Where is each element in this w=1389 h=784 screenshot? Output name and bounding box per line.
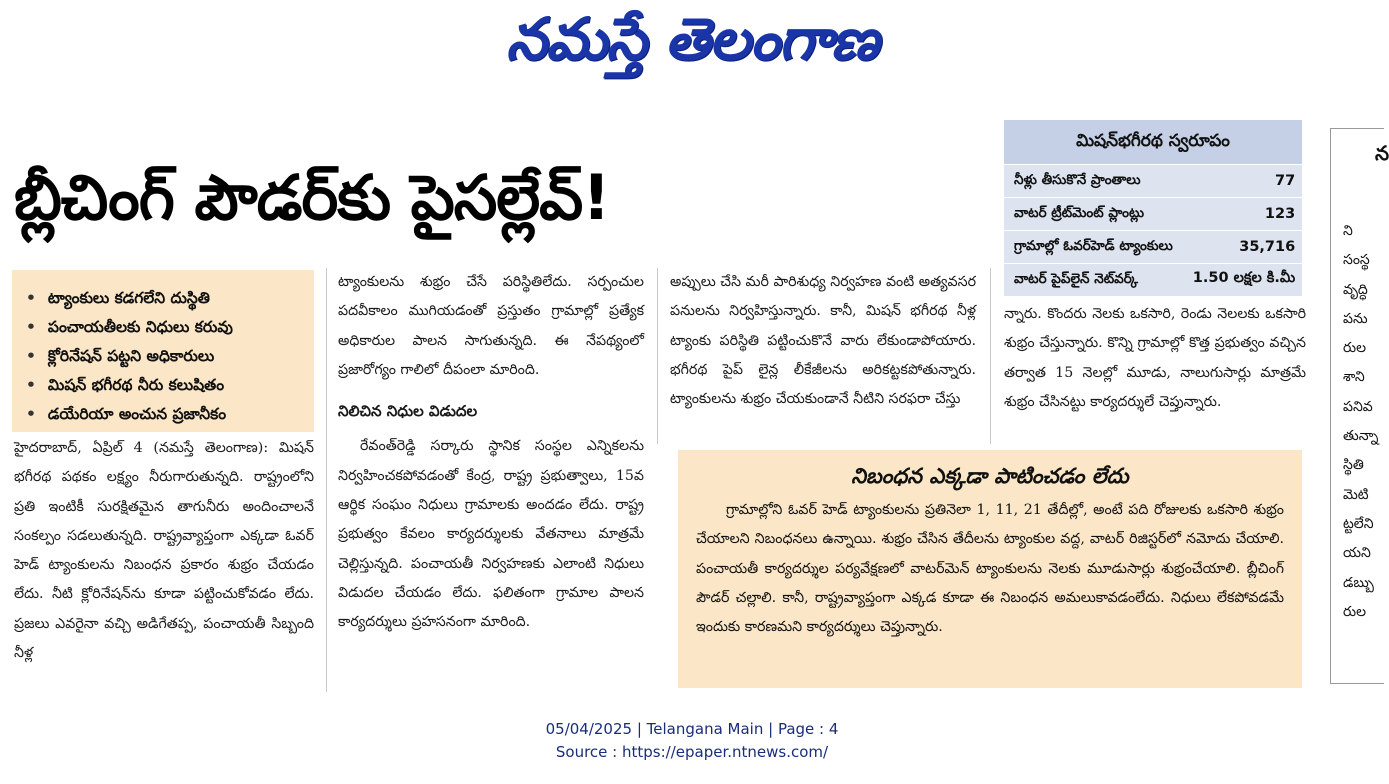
column-divider	[657, 268, 658, 444]
rule-box	[678, 450, 1302, 688]
source-link[interactable]: Source : https://epaper.ntnews.com/	[555, 743, 829, 761]
column-divider	[326, 268, 327, 692]
page-footer	[0, 718, 1384, 764]
article-paragraph: అప్పులు చేసి మరీ పారిశుధ్య నిర్వహణ వంటి అత్యవసర పనులను నిర్వహిస్తున్నారు. కానీ, మిషన్ భగీరథ నీళ్ల ట్యాంకు పరిస్థితి పట్టించుకొనే వారు లేకుండాపోయారు. భగీరథ పైప్ లైన్ల లీకేజీలను అరికట్టకపోతున్నారు. ట్యాంకులను శుభ్రం చేయకుండానే నీటిని సరఫరా చేస్తు	[670, 274, 976, 408]
table-row	[1004, 264, 1305, 297]
highlight-item: • మిషన్ భగీరథ నీరు కలుషితం	[26, 371, 306, 400]
info-value: 77	[1183, 165, 1305, 198]
adjacent-article-title: న	[1375, 141, 1389, 165]
article-column-1	[14, 434, 314, 694]
article-column-3	[670, 268, 976, 438]
article-paragraph: రేవంత్‌రెడ్డి సర్కారు స్థానిక సంస్థల ఎన్నికలను నిర్వహించకపోవడంతో కేంద్ర, రాష్ట్ర ప్రభుత్వాలు, 15వ ఆర్థిక సంఘం నిధులు గ్రామాలకు అందడం లేదు. రాష్ట్ర ప్రభుత్వం కేవలం కార్యదర్శులకు వేతనాలు మాత్రమే చెల్లిస్తున్నది. పంచాయతీ నిర్వహణకు ఎలాంటి నిధులు విడుదల చేయడం లేదు. ఫలితంగా గ్రామాల పాలన కార్యదర్శులు ప్రహసనంగా మారింది.	[338, 438, 644, 631]
info-label: గ్రామాల్లో ఓవర్‌హెడ్ ట్యాంకులు	[1004, 231, 1183, 264]
highlight-item: • డయేరియా అంచున ప్రజానీకం	[26, 400, 306, 429]
adjacent-article-cut	[1330, 128, 1389, 684]
article-subheading: నిలిచిన నిధుల విడుదల	[338, 402, 478, 421]
adjacent-article-lines	[1343, 217, 1378, 627]
table-row	[1004, 198, 1305, 231]
rule-box-text: గ్రామాల్లోని ఓవర్ హెడ్ ట్యాంకులను ప్రతినెలా 1, 11, 21 తేదీల్లో, అంటే పది రోజులకు ఒకసారి శుభ్రం చేయాలని నిబంధనలు ఉన్నాయి. శుభ్రం చేసిన తేదీలను ట్యాంకుల వద్ద, వాటర్ రిజిస్టర్‌లో నమోదు చేయాలి. పంచాయతీ కార్యదర్శుల పర్యవేక్షణలో వాటర్‌మెన్ ట్యాంకులను నెలకు మూడుసార్లు శుభ్రంచేయాలి. బ్లీచింగ్ పౌడర్ చల్లాలి. కానీ, రాష్ట్రవ్యాప్తంగా ఎక్కడ కూడా ఈ నిబంధన అమలుకావడంలేదు. నిధులు లేకపోవడమే ఇందుకు కారణమని కార్యదర్శులు చెప్తున్నారు.	[696, 502, 1284, 636]
text-fragment: రుల	[1343, 603, 1367, 620]
info-value: 1.50 లక్షల కి.మీ	[1183, 264, 1305, 297]
text-fragment: శాని	[1343, 369, 1365, 386]
info-box	[1004, 120, 1302, 296]
masthead	[0, 0, 1384, 78]
text-fragment: సంస్థ	[1343, 252, 1370, 269]
text-fragment: ని	[1343, 223, 1353, 239]
text-fragment: డబ్బు	[1343, 574, 1374, 591]
highlight-item: • పంచాయతీలకు నిధులు కరువు	[26, 313, 306, 342]
text-fragment: స్థితి	[1343, 457, 1364, 474]
table-row	[1004, 165, 1305, 198]
article-paragraph: హైదరాబాద్, ఏప్రిల్ 4 (నమస్తే తెలంగాణ): మిషన్ భగీరథ పథకం లక్ష్యం నీరుగారుతున్నది. రాష్ట్రంలోని ప్రతి ఇంటికీ సురక్షితమైన తాగునీరు అందించాలనే సంకల్పం సడలుతున్నది. రాష్ట్రవ్యాప్తంగా ఎక్కడా ఓవర్ హెడ్ ట్యాంకులను నిబంధన ప్రకారం శుభ్రం చేయడం లేదు. నీటి క్లోరినేషన్‌ను కూడా పట్టించుకోవడం లేదు. ప్రజలు ఎవరైనా వచ్చి అడిగేతప్ప, పంచాయతీ సిబ్బంది నీళ్ల	[14, 440, 314, 662]
info-box-title: మిషన్‌భగీరథ స్వరూపం	[1004, 120, 1302, 164]
newspaper-logo: నమస్తే తెలంగాణ	[506, 5, 878, 73]
article-paragraph: ట్యాంకులను శుభ్రం చేసే పరిస్థితిలేదు. సర్పంచుల పదవీకాలం ముగియడంతో ప్రస్తుతం గ్రామాల్లో ప్రత్యేక అధికారుల పాలన సాగుతున్నది. ఈ నేపథ్యంలో ప్రజారోగ్యం గాలిలో దీపంలా మారింది.	[338, 274, 644, 378]
article-paragraph: న్నారు. కొందరు నెలకు ఒకసారి, రెండు నెలలకు ఒకసారి శుభ్రం చేస్తున్నారు. కొన్ని గ్రామాల్లో కొత్త ప్రభుత్వం వచ్చిన తర్వాత 15 నెలల్లో మూడు, నాలుగుసార్లు మాత్రమే శుభ్రం చేసినట్టు కార్యదర్శులే చెప్తున్నారు.	[1004, 306, 1306, 410]
column-divider	[990, 268, 991, 444]
info-label: వాటర్ పైప్‌లైన్ నెట్‌వర్క్	[1004, 264, 1183, 297]
text-fragment: రుల	[1343, 340, 1367, 357]
article-headline: బ్లీచింగ్ పౌడర్‌కు పైసల్లేవ్!	[14, 161, 610, 234]
info-value: 123	[1183, 198, 1305, 231]
text-fragment: పనివ	[1343, 398, 1373, 415]
highlights-box	[12, 270, 314, 432]
highlight-item: • క్లోరినేషన్ పట్టని అధికారులు	[26, 342, 306, 371]
text-fragment: వృద్ధి	[1343, 281, 1368, 298]
text-fragment: పను	[1343, 310, 1368, 327]
info-value: 35,716	[1183, 231, 1305, 264]
text-fragment: మెటి	[1343, 486, 1369, 503]
text-fragment: యని	[1343, 545, 1371, 562]
info-table	[1004, 164, 1305, 297]
article-column-2	[338, 268, 644, 692]
table-row	[1004, 231, 1305, 264]
text-fragment: ట్టలేని	[1343, 515, 1374, 532]
text-fragment: తున్నా	[1343, 428, 1379, 445]
rule-box-title: నిబంధన ఎక్కడా పాటించడం లేదు	[851, 464, 1129, 488]
article-column-4	[1004, 300, 1306, 440]
info-label: వాటర్ ట్రీట్‌మెంట్ ప్లాంట్లు	[1004, 198, 1183, 231]
highlight-item: • ట్యాంకులు కడగలేని దుస్థితి	[26, 284, 306, 313]
info-label: నీళ్లు తీసుకొనే ప్రాంతాలు	[1004, 165, 1183, 198]
edition-info: 05/04/2025 | Telangana Main | Page : 4	[545, 720, 839, 738]
